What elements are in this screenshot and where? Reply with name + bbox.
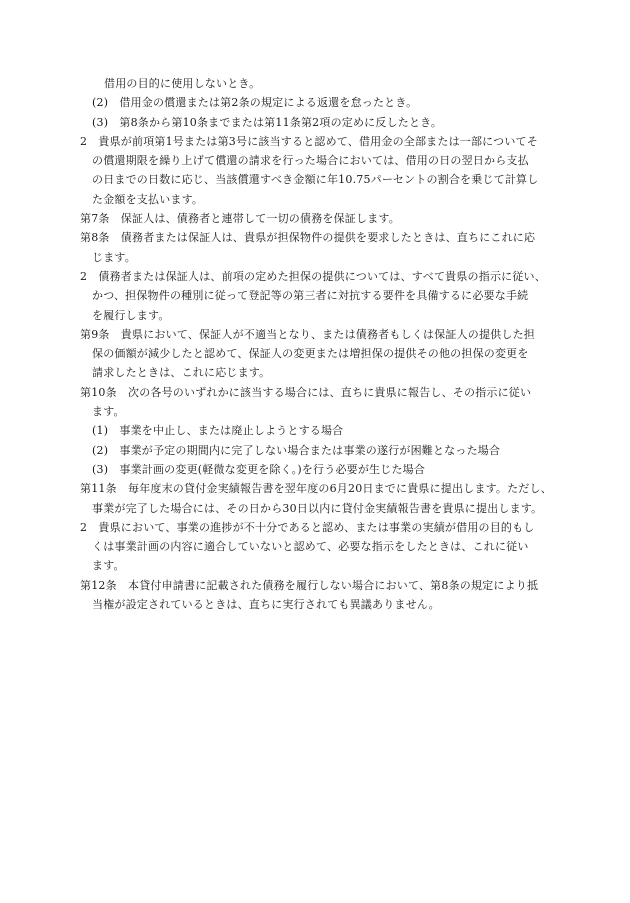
text-line-content: を履行します。 [92,308,170,322]
text-line-content: 事業が完了した場合には、その日から30日以内に貸付金実績報告書を貴県に提出します。 [92,501,543,515]
text-line-content: 第8条 債務者または保証人は、貴県が担保物件の提供を要求したときは、直ちにこれに応 [80,231,536,245]
text-line [0,209,630,228]
text-line-content: (2) 借用金の償還または第2条の規定による返還を怠ったとき。 [92,96,418,110]
text-line-content: 第12条 本貸付申請書に記載された債務を履行しない場合において、第8条の規定により抵 [80,578,539,592]
document-body [0,74,630,614]
text-line-content: 第7条 保証人は、債務者と連帯して一切の債務を保証します。 [80,212,400,226]
text-line [0,537,630,556]
text-line-content: 第10条 次の各号のいずれかに該当する場合には、直ちに貴県に報告し、その指示に従い [80,385,532,399]
text-line-content: 当権が設定されているときは、直ちに実行されても異議ありません。 [92,598,440,612]
text-line [0,151,630,170]
text-line-content: 2 貴県において、事業の進捗が不十分であると認め、または事業の実績が借用の目的もし [80,520,535,534]
text-line [0,402,630,421]
text-line [0,113,630,132]
text-line-content: (3) 第8条から第10条までまたは第11条第2項の定めに反したとき。 [92,115,443,129]
text-line-content: 2 貴県が前項第1号または第3号に該当すると認めて、借用金の全部または一部についてそ [80,134,538,148]
text-line-content: (3) 事業計画の変更(軽微な変更を除く。)を行う必要が生じた場合 [92,462,426,476]
text-line [0,479,630,498]
text-line [0,267,630,286]
text-line [0,576,630,595]
text-line [0,306,630,325]
text-line [0,460,630,479]
text-line [0,132,630,151]
text-line [0,248,630,267]
text-line-content: 借用の目的に使用しないとき。 [104,77,261,90]
text-line-content: ます。 [92,559,125,573]
text-line-content: 第11条 毎年度末の貸付金実績報告書を翌年度の6月20日までに貴県に提出します。ただし、 [80,482,552,496]
text-line-content: の償還期限を繰り上げて償還の請求を行った場合においては、借用の日の翌日から支払 [92,154,529,168]
text-line-content: くは事業計画の内容に適合していないと認めて、必要な指示をしたときは、これに従い [92,540,529,554]
text-line [0,441,630,460]
text-line-content: 保の価額が減少したと認めて、保証人の変更または増担保の提供その他の担保の変更を [92,347,529,361]
text-line [0,363,630,382]
text-line-content: (1) 事業を中止し、または廃止しようとする場合 [92,424,344,438]
text-line [0,421,630,440]
text-line-content: 第9条 貴県において、保証人が不適当となり、または債務者もしくは保証人の提供した担 [80,327,535,341]
text-line [0,228,630,247]
text-line [0,344,630,363]
text-line [0,499,630,518]
text-line-content: の日までの日数に応じ、当該償還すべき金額に年10.75パーセントの割合を乗じて計算し [92,173,539,187]
text-line [0,383,630,402]
text-line-content: (2) 事業が予定の期間内に完了しない場合または事業の遂行が困難となった場合 [92,443,501,457]
text-line [0,286,630,305]
text-line [0,190,630,209]
text-line-content: た金額を支払います。 [92,192,204,206]
text-line [0,74,630,93]
text-line [0,170,630,189]
text-line-content: かつ、担保物件の種別に従って登記等の第三者に対抗する要件を具備するに必要な手続 [92,289,529,303]
text-line [0,325,630,344]
text-line [0,93,630,112]
text-line-content: ます。 [92,405,125,419]
text-line-content: じます。 [92,250,136,264]
text-line [0,518,630,537]
text-line-content: 2 債務者または保証人は、前項の定めた担保の提供については、すべて貴県の指示に従い、 [80,269,546,283]
text-line [0,595,630,614]
text-line-content: 請求したときは、これに応じます。 [92,366,271,380]
text-line [0,556,630,575]
